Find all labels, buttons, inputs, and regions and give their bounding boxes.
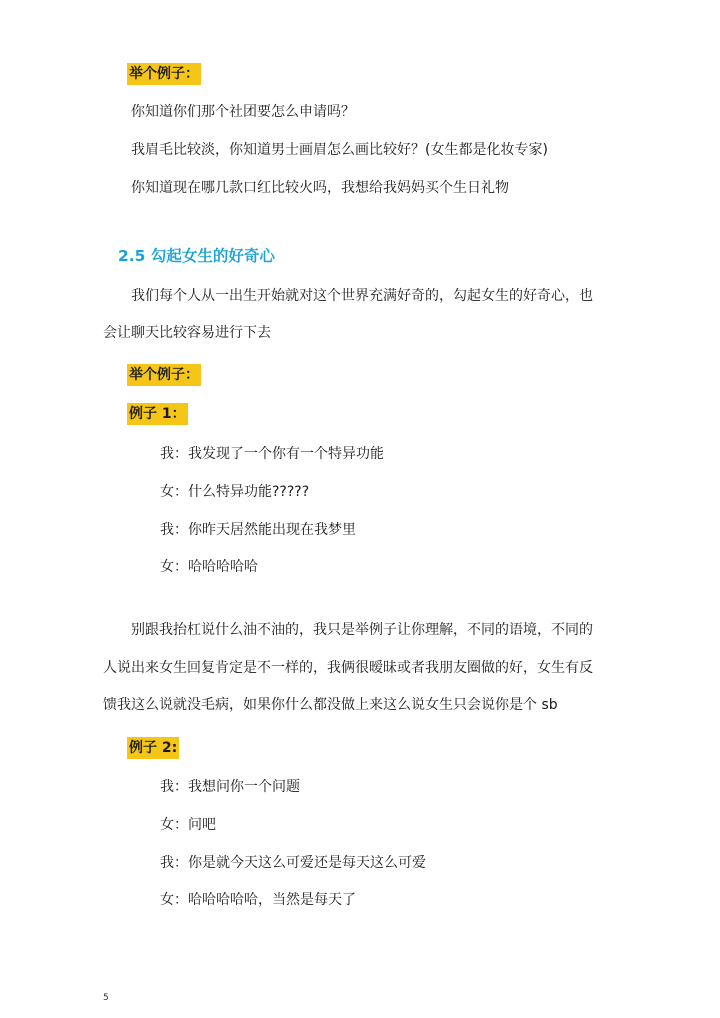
- example-2-label: 例子 2:: [127, 737, 179, 759]
- dialog-line: 我：我想问你一个问题: [160, 779, 300, 795]
- dialog-line: 女：哈哈哈哈哈，当然是每天了: [160, 892, 356, 908]
- paragraph-line: 会让聊天比较容易进行下去: [103, 325, 271, 341]
- example-1-label: 例子 1：: [127, 403, 188, 425]
- dialog-line: 女：哈哈哈哈哈: [160, 559, 258, 575]
- example-label: 举个例子：: [127, 364, 201, 386]
- section-heading: 2.5 勾起女生的好奇心: [118, 247, 275, 265]
- dialog-line: 我：我发现了一个你有一个特异功能: [160, 446, 384, 462]
- paragraph-line: 我们每个人从一出生开始就对这个世界充满好奇的，勾起女生的好奇心，也: [131, 288, 593, 304]
- dialog-line: 我：你昨天居然能出现在我梦里: [160, 522, 356, 538]
- page-number: 5: [103, 993, 109, 1003]
- dialog-line: 女：什么特异功能?????: [160, 484, 310, 500]
- question-line: 你知道你们那个社团要怎么申请吗？: [131, 104, 355, 120]
- dialog-line: 女：问吧: [160, 817, 216, 833]
- question-line: 我眉毛比较淡，你知道男士画眉怎么画比较好？(女生都是化妆专家): [131, 142, 548, 158]
- example-label: 举个例子：: [127, 63, 201, 85]
- paragraph-line: 馈我这么说就没毛病，如果你什么都没做上来这么说女生只会说你是个 sb: [103, 697, 558, 713]
- paragraph-line: 人说出来女生回复肯定是不一样的，我俩很暧昧或者我朋友圈做的好，女生有反: [103, 660, 593, 676]
- dialog-line: 我：你是就今天这么可爱还是每天这么可爱: [160, 855, 426, 871]
- paragraph-line: 别跟我抬杠说什么油不油的，我只是举例子让你理解，不同的语境，不同的: [131, 622, 593, 638]
- question-line: 你知道现在哪几款口红比较火吗，我想给我妈妈买个生日礼物: [131, 180, 509, 196]
